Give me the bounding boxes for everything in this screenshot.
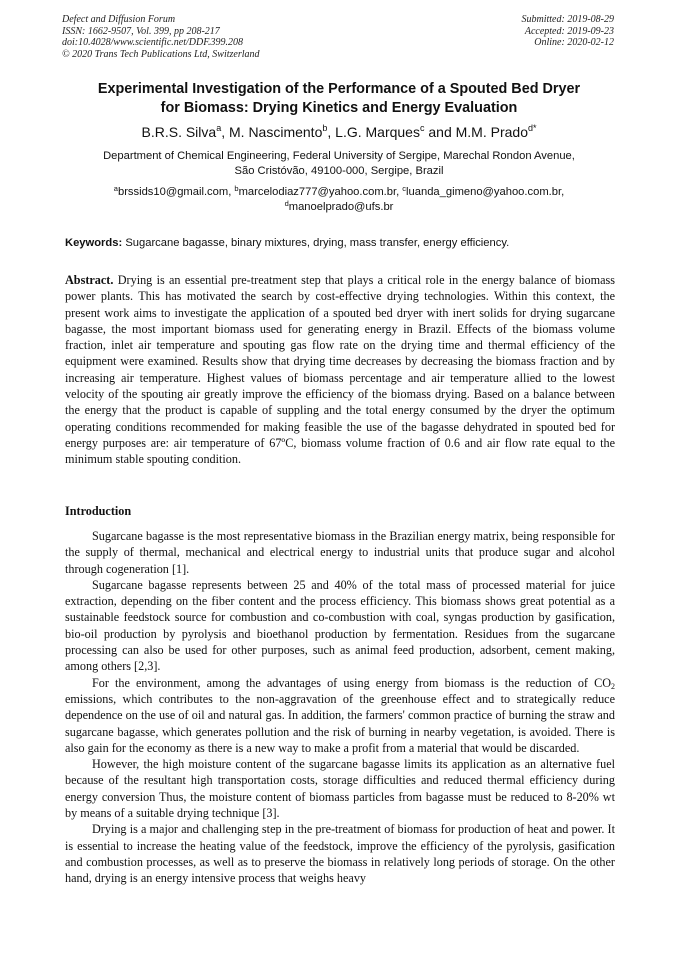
email-line-2	[50, 200, 628, 215]
introduction-body	[65, 528, 615, 887]
abstract-text: Drying is an essential pre-treatment step that plays a critical role in the energy balance of biomass power plants. This has motivated the search by cost-effective drying technologies. Within this context, the present work aims to investigate the application of a spouted bed dryer with inert solids for drying sugarcane bagasse, the most important biomass used for generating energy in Brazil. Effects of the biomass volume fraction, inlet air temperature and spouting gas flow rate on the drying time and thermal efficiency of the equipment were examined. Results show that drying time decreases by decreasing the biomass fraction and by increasing air temperature. Highest values of biomass percentage and air temperature allied to the lowest velocity of the spouting air greatly improve the efficiency of the biomass drying. Based on a balance between the energy that the product is capable of suppling and the total energy consumed by the dryer the optimum operating conditions recommended for making feasible the use of the bagasse dehydrated in spouted bed for energy purposes are: air temperature of 67ºC, biomass volume fraction of 0.6 and air flow rate equal to the minimum stable spouting condition.	[65, 273, 615, 467]
email-separator: ,	[228, 186, 235, 198]
author-separator: ,	[221, 124, 229, 140]
author-name: M.M. Prado	[455, 124, 528, 140]
email-separator: ,	[396, 186, 403, 198]
email-mark: b	[234, 184, 239, 193]
paper-title	[50, 80, 628, 118]
journal-info	[62, 14, 260, 60]
paragraph: However, the high moisture content of the sugarcane bagasse limits its application as an alternative fuel because of the resultant high transportation costs, storage difficulties and reduced thermal efficiency during energy conversion Thus, the moisture content of biomass particles from bagasse must be reduced to 8-20% wt by means of a suitable drying technique [3].	[65, 757, 615, 821]
author-name: L.G. Marques	[335, 124, 420, 140]
journal-name: Defect and Diffusion Forum	[62, 14, 176, 25]
abstract-label: Abstract.	[65, 273, 114, 287]
email-mark: c	[402, 184, 407, 193]
affiliation-line-1: Department of Chemical Engineering, Federal University of Sergipe, Marechal Rondon Avenue,	[103, 150, 575, 162]
email-address[interactable]: luanda_gimeno@yahoo.com.br	[406, 186, 562, 198]
author-mark: a	[216, 123, 222, 133]
title-line-1: Experimental Investigation of the Performance of a Spouted Bed Dryer	[97, 81, 581, 97]
paragraph: Sugarcane bagasse represents between 25 and 40% of the total mass of processed material for juice extraction, depending on the fiber content and the process efficiency. This biomass shows great potential as a sustainable feedstock source for combustion and co-combustion with coal, syngas production by gasification, bio-oil production by pyrolysis and bioethanol production by fermentation. Residues from the sugarcane processing can also be used for other purposes, such as animal feed production, adsorbent, cement making, among others [2,3].	[65, 577, 615, 674]
title-line-2: for Biomass: Drying Kinetics and Energy Evaluation	[160, 100, 518, 116]
author-name: M. Nascimento	[229, 124, 323, 140]
paragraph-text: emissions, which contributes to the non-aggravation of the greenhouse effect and to strategically reduce dependence on the use of oil and natural gas. In addition, the farmers' common practice of burning the straw and sugarcane bagasse, which generates pollution and the risk of burning in nearby vegetation, is avoided. There is also gain for the economy as there is a new way to make a profit from a material that would be discarded.	[65, 691, 615, 755]
author-separator: and	[424, 124, 456, 140]
affiliation-line-2: São Cristóvão, 49100-000, Sergipe, Brazil	[234, 165, 444, 177]
keywords-label: Keywords:	[65, 237, 123, 249]
issn: ISSN: 1662-9507, Vol. 399, pp 208-217	[62, 25, 220, 37]
publication-dates	[522, 14, 615, 49]
email-list	[50, 185, 628, 214]
subscript: 2	[611, 681, 615, 691]
keywords	[65, 236, 625, 250]
paragraph: Drying is a major and challenging step in the pre-treatment of biomass for production of heat and power. It is essential to increase the heating value of the feedstock, improve the efficiency of the pyrolysis, gasification and combustion processes, as well as to preserve the biomass in relatively long periods of storage. On the other hand, drying is an energy intensive process that weighs heavy	[65, 822, 615, 886]
accepted-date: Accepted: 2019-09-23	[524, 25, 614, 37]
email-line-1	[50, 185, 628, 200]
section-heading-introduction: Introduction	[65, 504, 132, 518]
affiliation	[50, 149, 628, 179]
author-mark: b	[322, 123, 328, 133]
author-list	[40, 123, 638, 141]
copyright: © 2020 Trans Tech Publications Ltd, Switzerland	[62, 48, 260, 60]
email-address[interactable]: marcelodiaz777@yahoo.com.br	[238, 186, 397, 198]
paragraph-text: For the environment, among the advantages of using energy from biomass is the reduction of CO	[92, 675, 611, 690]
email-mark: d	[284, 198, 289, 208]
abstract	[65, 272, 615, 468]
online-date: Online: 2020-02-12	[534, 37, 614, 48]
keywords-text: Sugarcane bagasse, binary mixtures, drying, mass transfer, energy efficiency.	[125, 237, 510, 249]
author-name: B.R.S. Silva	[141, 124, 217, 140]
email-separator: ,	[561, 186, 565, 198]
author-mark: c	[419, 123, 425, 133]
submitted-date: Submitted: 2019-08-29	[521, 14, 614, 25]
author-separator: ,	[327, 124, 336, 140]
author-mark: d*	[527, 123, 537, 133]
email-mark: a	[113, 184, 118, 193]
paragraph: Sugarcane bagasse is the most representative biomass in the Brazilian energy matrix, being responsible for the supply of thermal, mechanical and electrical energy to industrial units that produce sugar and alcohol through cogeneration [1].	[65, 529, 615, 576]
email-address[interactable]: brssids10@gmail.com	[117, 186, 229, 198]
doi: doi:10.4028/www.scientific.net/DDF.399.208	[62, 37, 244, 48]
email-address[interactable]: manoelprado@ufs.br	[288, 200, 394, 213]
paragraph	[65, 675, 615, 756]
